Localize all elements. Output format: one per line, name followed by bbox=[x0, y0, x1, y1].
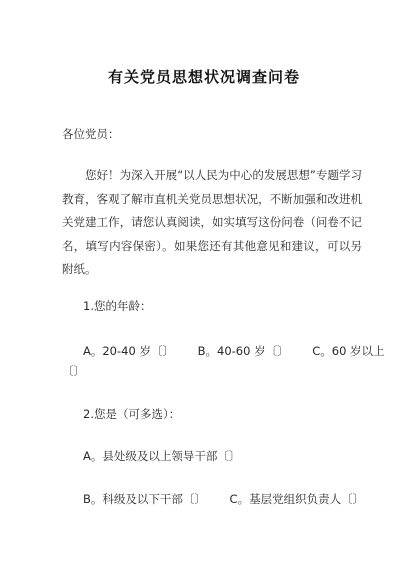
document-title: 有关党员思想状况调查问卷 bbox=[107, 68, 300, 86]
question-1-options bbox=[83, 343, 405, 359]
q1-option-b: B。40-60 岁〔〕 bbox=[197, 344, 289, 358]
q2-option-c: C。基层党组织负责人〔〕 bbox=[229, 492, 365, 506]
question-1-label: 1.您的年龄： bbox=[83, 299, 152, 313]
question-2-options-row bbox=[83, 491, 384, 507]
q1-option-c: C。60 岁以上 bbox=[312, 344, 385, 358]
salutation: 各位党员： bbox=[62, 127, 120, 141]
q1-option-c-wrap: 〔〕 bbox=[62, 364, 85, 378]
q2-option-a: A。县处级及以上领导干部〔〕 bbox=[83, 449, 241, 463]
intro-paragraph: 您好！为深入开展“以人民为中心的发展思想”专题学习教育，客观了解市直机关党员思想状况，不断加强和改进机关党建工作，请您认真阅读，如实填写这份问卷（问卷不记名，填写内容保密）。如果您还有其他意见和建议，可以另附纸。 bbox=[62, 168, 362, 276]
q2-option-b: B。科级及以下干部〔〕 bbox=[83, 492, 206, 506]
question-2-label: 2.您是（可多选）： bbox=[83, 407, 181, 421]
q1-option-a: A。20-40 岁〔〕 bbox=[83, 344, 174, 358]
